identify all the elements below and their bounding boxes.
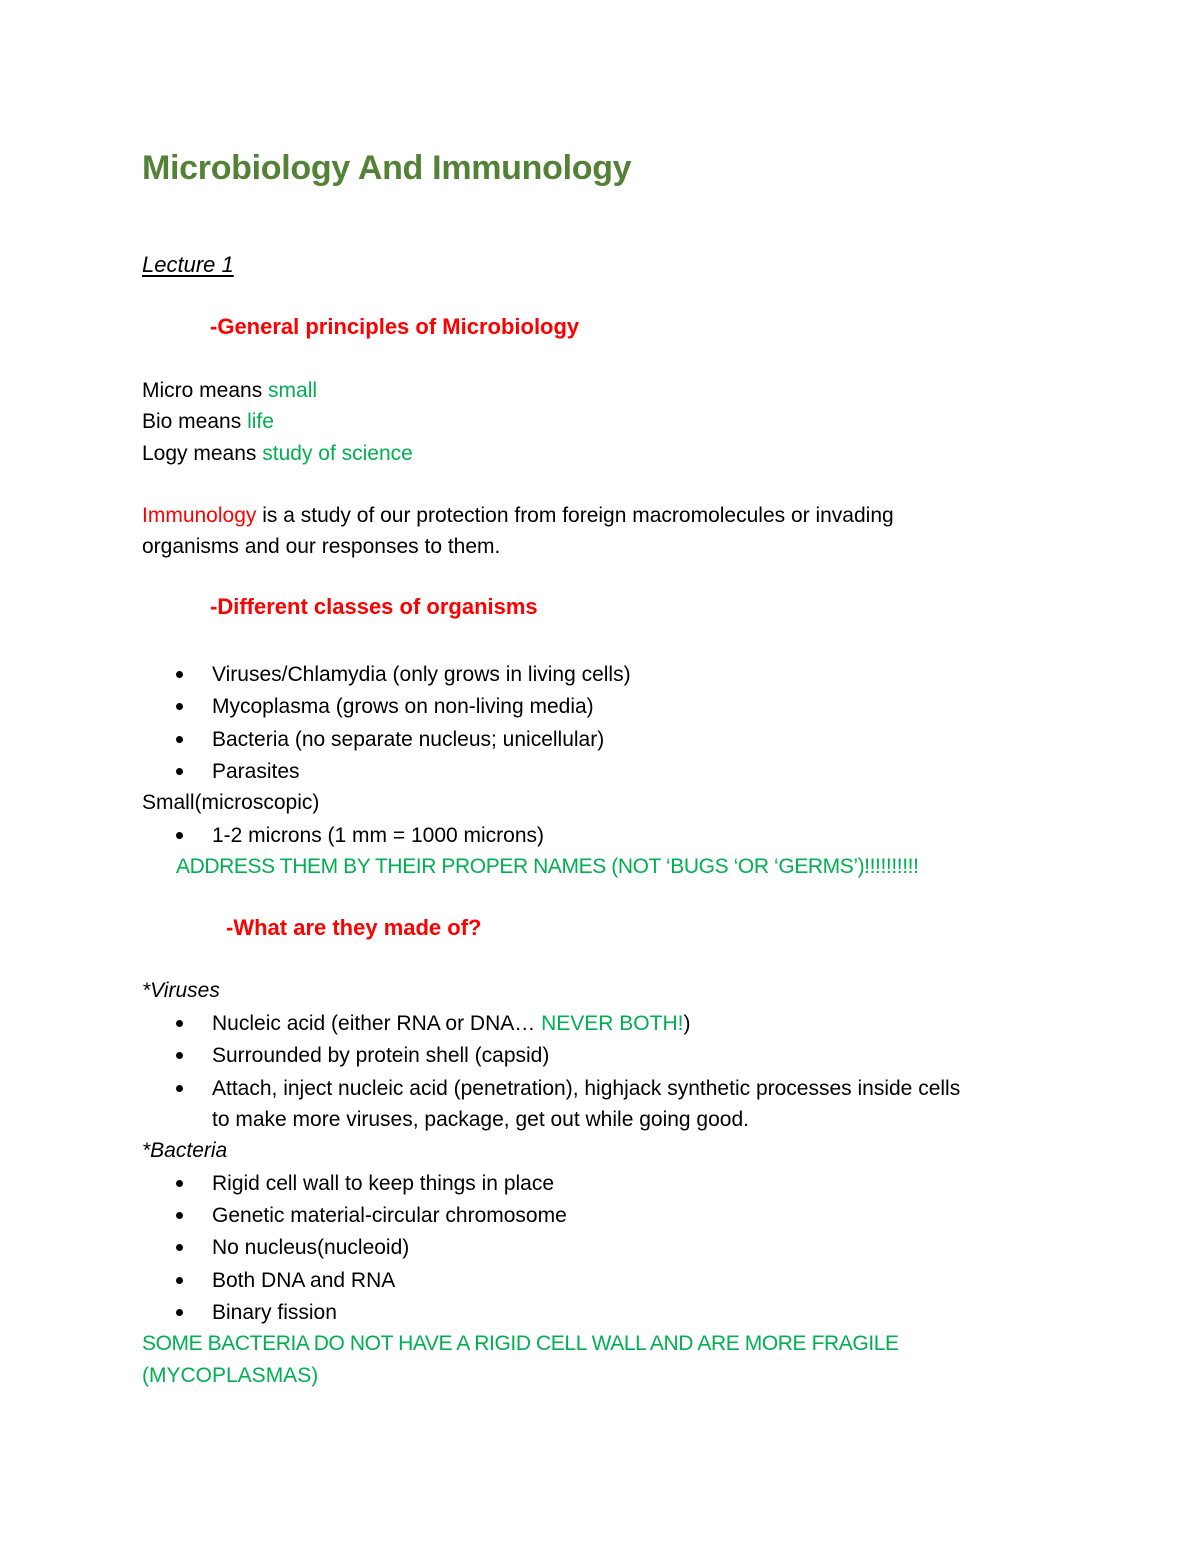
bullet-icon bbox=[176, 1277, 183, 1284]
list-item: Attach, inject nucleic acid (penetration), highjack synthetic processes inside cells bbox=[212, 1077, 961, 1100]
bullet-icon bbox=[176, 736, 183, 743]
definition-value: small bbox=[268, 379, 318, 402]
proper-names-note: ADDRESS THEM BY THEIR PROPER NAMES (NOT ‘BUGS ‘OR ‘GERMS’)!!!!!!!!!! bbox=[176, 855, 919, 878]
list-item-text: Nucleic acid (either RNA or DNA… bbox=[212, 1012, 542, 1035]
definition-value: study of science bbox=[262, 442, 413, 465]
list-item: 1-2 microns (1 mm = 1000 microns) bbox=[212, 824, 545, 847]
bullet-icon bbox=[176, 1309, 183, 1316]
small-microscopic-label: Small(microscopic) bbox=[142, 791, 320, 814]
immunology-term: Immunology bbox=[142, 504, 257, 527]
immunology-definition-line1 bbox=[142, 501, 894, 531]
mycoplasma-note-line2: (MYCOPLASMAS) bbox=[142, 1364, 319, 1387]
definition-term: Micro means bbox=[142, 379, 269, 402]
list-item bbox=[212, 1009, 690, 1039]
bullet-icon bbox=[176, 1180, 183, 1187]
immunology-text: is a study of our protection from foreign macromolecules or invading bbox=[256, 504, 894, 527]
definition-logy bbox=[142, 439, 413, 469]
bullet-icon bbox=[176, 1052, 183, 1059]
heading-what-made-of: -What are they made of? bbox=[226, 915, 482, 940]
list-item-suffix: ) bbox=[683, 1012, 691, 1035]
list-item: No nucleus(nucleoid) bbox=[212, 1236, 410, 1259]
lecture-label: Lecture 1 bbox=[142, 252, 234, 277]
bullet-icon bbox=[176, 1085, 183, 1092]
bullet-icon bbox=[176, 1020, 183, 1027]
list-item: Binary fission bbox=[212, 1301, 337, 1324]
mycoplasma-note-line1: SOME BACTERIA DO NOT HAVE A RIGID CELL WALL AND ARE MORE FRAGILE bbox=[142, 1332, 899, 1355]
list-item-continuation: to make more viruses, package, get out while going good. bbox=[212, 1108, 749, 1131]
list-item: Bacteria (no separate nucleus; unicellular) bbox=[212, 728, 605, 751]
list-item: Rigid cell wall to keep things in place bbox=[212, 1172, 555, 1195]
definition-micro bbox=[142, 376, 317, 406]
bacteria-label: *Bacteria bbox=[142, 1139, 228, 1162]
immunology-definition-line2: organisms and our responses to them. bbox=[142, 535, 501, 558]
bullet-icon bbox=[176, 671, 183, 678]
definition-term: Logy means bbox=[142, 442, 263, 465]
list-item: Surrounded by protein shell (capsid) bbox=[212, 1044, 550, 1067]
document-title: Microbiology And Immunology bbox=[142, 149, 632, 187]
heading-general-principles: -General principles of Microbiology bbox=[210, 314, 580, 339]
viruses-label: *Viruses bbox=[142, 979, 220, 1002]
definition-term: Bio means bbox=[142, 410, 248, 433]
list-item: Mycoplasma (grows on non-living media) bbox=[212, 695, 594, 718]
bullet-icon bbox=[176, 703, 183, 710]
bullet-icon bbox=[176, 768, 183, 775]
never-both-highlight: NEVER BOTH! bbox=[541, 1012, 684, 1035]
bullet-icon bbox=[176, 1212, 183, 1219]
list-item: Viruses/Chlamydia (only grows in living cells) bbox=[212, 663, 631, 686]
list-item: Parasites bbox=[212, 760, 300, 783]
list-item: Both DNA and RNA bbox=[212, 1269, 396, 1292]
definition-value: life bbox=[247, 410, 274, 433]
definition-bio bbox=[142, 407, 274, 437]
heading-different-classes: -Different classes of organisms bbox=[210, 594, 538, 619]
bullet-icon bbox=[176, 1244, 183, 1251]
list-item: Genetic material-circular chromosome bbox=[212, 1204, 567, 1227]
bullet-icon bbox=[176, 832, 183, 839]
